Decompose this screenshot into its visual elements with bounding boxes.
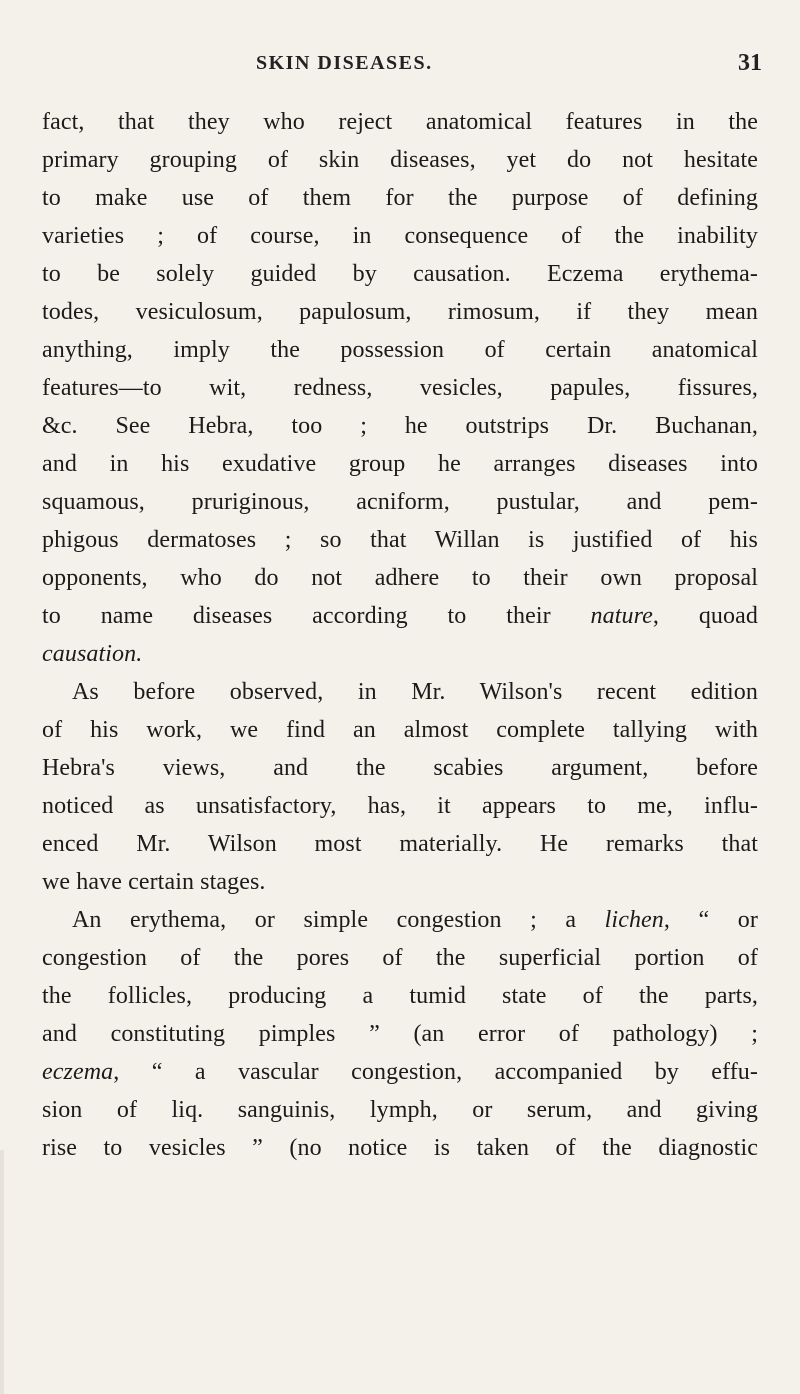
- text-line: congestion of the pores of the superficial portion of: [42, 945, 758, 971]
- text-line: todes, vesiculosum, papulosum, rimosum, if they mean: [42, 299, 758, 325]
- text-line: anything, imply the possession of certain anatomical: [42, 337, 758, 363]
- italic-term: eczema: [42, 1059, 114, 1085]
- text-line: the follicles, producing a tumid state of the parts,: [42, 983, 758, 1009]
- text-line: we have certain stages.: [42, 869, 266, 895]
- text-line: features—to wit, redness, vesicles, papules, fissures,: [42, 375, 758, 401]
- text-line: rise to vesicles ” (no notice is taken of the diagnostic: [42, 1135, 758, 1161]
- text-line: varieties ; of course, in consequence of the inability: [42, 223, 758, 249]
- italic-term: lichen: [604, 907, 664, 933]
- text-line: primary grouping of skin diseases, yet do not hesitate: [42, 147, 758, 173]
- text-line: fact, that they who reject anatomical features in the: [42, 109, 758, 135]
- text-line: An erythema, or simple congestion ; a lichen, “ or: [72, 907, 758, 933]
- text-line: Hebra's views, and the scabies argument, before: [42, 755, 758, 781]
- text-line: to make use of them for the purpose of defining: [42, 185, 758, 211]
- text-line: enced Mr. Wilson most materially. He remarks that: [42, 831, 758, 857]
- text-line: of his work, we find an almost complete tallying with: [42, 717, 758, 743]
- text-line: causation.: [42, 641, 143, 667]
- text-line: and in his exudative group he arranges diseases into: [42, 451, 758, 477]
- page-edge-shadow: [0, 1150, 4, 1394]
- body-text: [42, 103, 758, 1167]
- paragraph-1: [42, 103, 758, 673]
- running-head: [0, 44, 800, 84]
- text-line: squamous, pruriginous, acniform, pustular, and pem-: [42, 489, 758, 515]
- italic-term: nature: [590, 603, 653, 629]
- paragraph-2: [42, 673, 758, 901]
- running-title: SKIN DISEASES.: [256, 52, 433, 74]
- page-number: 31: [738, 50, 762, 76]
- text-line: and constituting pimples ” (an error of pathology) ;: [42, 1021, 758, 1047]
- text-line: to be solely guided by causation. Eczema erythema-: [42, 261, 758, 287]
- paragraph-3: [42, 901, 758, 1167]
- text-line: opponents, who do not adhere to their own proposal: [42, 565, 758, 591]
- text-line: eczema, “ a vascular congestion, accompanied by effu-: [42, 1059, 758, 1085]
- text-line: &c. See Hebra, too ; he outstrips Dr. Buchanan,: [42, 413, 758, 439]
- text-line: noticed as unsatisfactory, has, it appears to me, influ-: [42, 793, 758, 819]
- text-line: sion of liq. sanguinis, lymph, or serum, and giving: [42, 1097, 758, 1123]
- text-line: phigous dermatoses ; so that Willan is justified of his: [42, 527, 758, 553]
- text-line: to name diseases according to their nature, quoad: [42, 603, 758, 629]
- text-line: As before observed, in Mr. Wilson's recent edition: [72, 679, 758, 705]
